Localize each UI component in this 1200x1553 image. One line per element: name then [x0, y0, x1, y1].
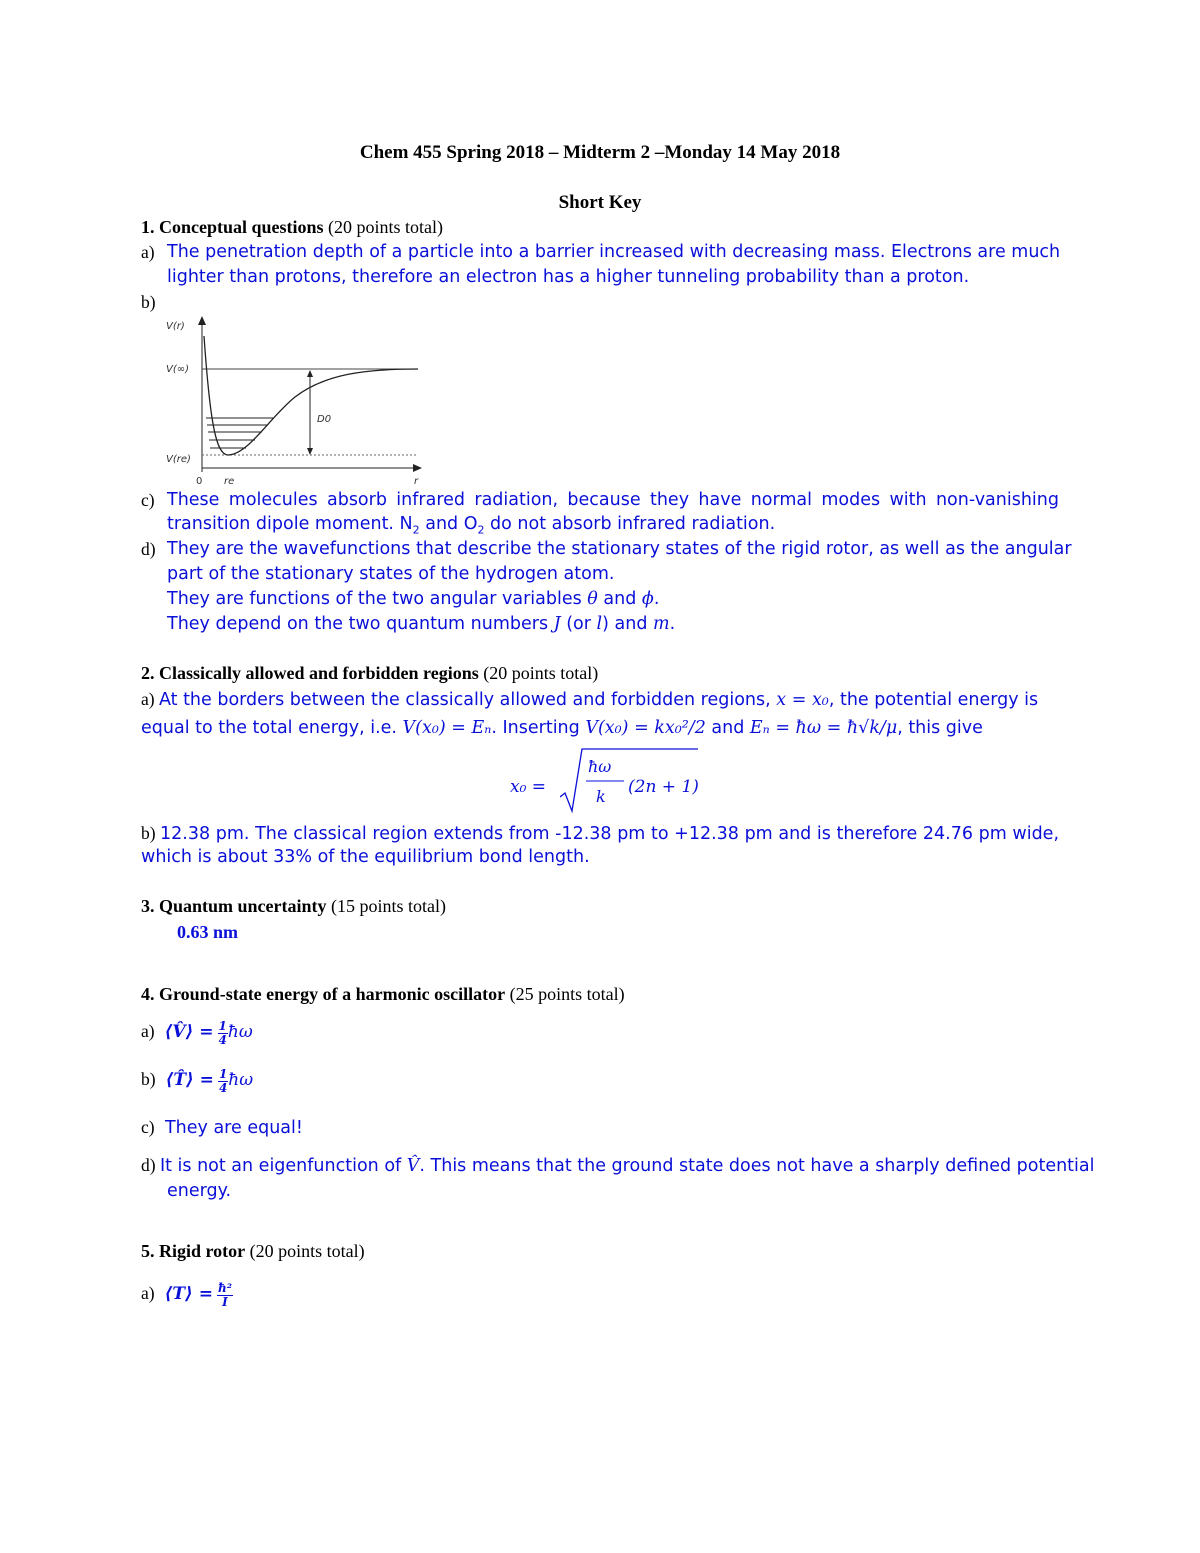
q3-answer: 0.63 nm	[177, 922, 239, 942]
q2a-line2	[141, 718, 983, 738]
q2a-math-energy: Eₙ = ħω = ħ√k/μ	[749, 718, 898, 738]
q4a-lhs: ⟨V̂⟩ =	[164, 1022, 214, 1043]
q1d-line4-and: ) and	[602, 614, 653, 634]
q4a-line	[141, 1020, 253, 1047]
m-symbol: m	[653, 614, 670, 634]
q2b-line1	[141, 823, 1059, 844]
q2a-line2-mid2: and	[705, 718, 750, 738]
q2a-line2-mid1: . Inserting	[491, 718, 586, 738]
q4a-fraction	[218, 1020, 228, 1047]
figure-origin-label: 0	[196, 476, 203, 487]
q1-number: 1.	[141, 217, 155, 237]
q2-number: 2.	[141, 663, 155, 683]
q1c-line2-pre: transition dipole moment. N	[167, 514, 413, 534]
q4-title: Ground-state energy of a harmonic oscillator	[159, 984, 506, 1004]
q4b-line	[141, 1068, 253, 1095]
figure-vre-label: V(re)	[166, 454, 191, 465]
q1-title: Conceptual questions	[159, 217, 324, 237]
page-subtitle: Short Key	[558, 192, 642, 213]
q4a-rhs: ħω	[227, 1022, 253, 1043]
v-hat-symbol: V̂	[406, 1156, 420, 1176]
q1d-line4-pre: They depend on the two quantum numbers	[167, 614, 554, 634]
q1a-line2: lighter than protons, therefore an electron has a higher tunneling probability than a proton.	[167, 267, 970, 287]
q2b-line1-text: 12.38 pm. The classical region extends from -12.38 pm to +12.38 pm and is therefore 24.76 pm wide,	[160, 824, 1060, 844]
q5-title: Rigid rotor	[159, 1241, 246, 1261]
figure-d0-label: D0	[317, 414, 332, 425]
q2b-label: b)	[141, 823, 156, 843]
q5a-denominator: I	[222, 1295, 228, 1309]
q2-title: Classically allowed and forbidden regions	[159, 663, 479, 683]
q1c-label: c)	[141, 490, 155, 510]
q5-heading	[141, 1241, 365, 1262]
q4b-numerator: 1	[218, 1067, 228, 1081]
q2-points: (20 points total)	[483, 663, 599, 683]
q2b-line2: which is about 33% of the equilibrium bond length.	[141, 847, 590, 867]
q1c-line2-post: do not absorb infrared radiation.	[484, 514, 776, 534]
l-symbol: l	[596, 614, 603, 634]
q4b-fraction	[218, 1068, 228, 1095]
q2a-line1	[141, 689, 1059, 710]
q2a-line2-pre: equal to the total energy, i.e.	[141, 718, 403, 738]
j-symbol: J	[553, 614, 561, 634]
x0-equation-lhs: x₀ =	[510, 777, 547, 797]
theta-symbol: θ	[587, 589, 598, 609]
q1d-line1: They are the wavefunctions that describe the stationary states of the rigid rotor, as well as the angular	[167, 539, 1072, 559]
q2a-math-potential: V(x₀) = kx₀²/2	[585, 718, 706, 738]
q5a-fraction	[217, 1282, 233, 1309]
q4-points: (25 points total)	[509, 984, 625, 1004]
page-title: Chem 455 Spring 2018 – Midterm 2 –Monday 14 May 2018	[359, 142, 841, 163]
q3-title: Quantum uncertainty	[159, 896, 327, 916]
figure-x-axis-arrow	[413, 464, 422, 472]
q4a-label: a)	[141, 1021, 155, 1042]
q4c-text: They are equal!	[164, 1118, 303, 1138]
q1c-line2-mid: and O	[419, 514, 478, 534]
q4c-label: c)	[141, 1117, 155, 1137]
q2a-line2-post: , this give	[897, 718, 983, 738]
x0-equation-denominator: k	[596, 787, 606, 806]
q4b-lhs: ⟨T̂⟩ =	[165, 1070, 214, 1091]
q3-points: (15 points total)	[331, 896, 447, 916]
x0-equation-numerator: ħω	[588, 757, 612, 776]
d0-arrow-head-top	[307, 370, 313, 377]
q1b-label: b)	[141, 292, 156, 312]
q4-heading	[141, 984, 625, 1005]
q1d-line4-post: .	[669, 614, 676, 634]
q4b-label: b)	[141, 1069, 156, 1090]
q3-heading	[141, 896, 446, 917]
q4d-line2: energy.	[167, 1181, 232, 1201]
q1d-line2: part of the stationary states of the hydrogen atom.	[167, 564, 615, 584]
q1-heading	[141, 217, 443, 238]
q2-heading	[141, 663, 598, 684]
q1d-line3-and: and	[597, 589, 642, 609]
morse-curve	[204, 336, 418, 455]
q2a-line1-pre: At the borders between the classically allowed and forbidden regions,	[158, 690, 777, 710]
q4d-label: d)	[141, 1155, 156, 1175]
q4a-numerator: 1	[218, 1019, 227, 1033]
q2a-line1-post: , the potential energy is	[828, 690, 1039, 710]
q1d-line3	[167, 589, 659, 609]
q1d-line3-post: .	[653, 589, 660, 609]
figure-ylabel: V(r)	[166, 321, 185, 332]
q2a-math-vx0: V(x₀) = Eₙ	[402, 718, 492, 738]
q5a-numerator: ħ²	[217, 1281, 232, 1295]
q1c-line1: These molecules absorb infrared radiation, because they have normal modes with non-vanishing	[167, 490, 1059, 510]
q1d-label: d)	[141, 539, 156, 559]
q1d-line4	[167, 614, 675, 634]
o2-subscript: 2	[477, 523, 485, 537]
q4b-denominator: 4	[218, 1081, 228, 1095]
figure-vinf-label: V(∞)	[166, 364, 189, 375]
figure-re-label: re	[224, 476, 235, 487]
q3-number: 3.	[141, 896, 155, 916]
q5a-line	[141, 1282, 233, 1309]
q4d-line1-pre: It is not an eigenfunction of	[159, 1156, 407, 1176]
q1d-line3-pre: They are functions of the two angular variables	[167, 589, 588, 609]
q2a-x-eq-x0: x = x₀	[776, 690, 829, 710]
q1d-line4-or: (or	[560, 614, 597, 634]
q1a-line1: The penetration depth of a particle into a barrier increased with decreasing mass. Electrons are much	[167, 242, 1061, 262]
x0-equation-factor: (2n + 1)	[628, 777, 699, 797]
q4-number: 4.	[141, 984, 155, 1004]
q4a-denominator: 4	[218, 1033, 227, 1047]
q1c-line2	[167, 514, 775, 537]
d0-arrow-head-bottom	[307, 448, 313, 455]
potential-energy-curve-figure	[160, 312, 430, 490]
q5-points: (20 points total)	[249, 1241, 365, 1261]
q4b-rhs: ħω	[228, 1070, 254, 1091]
q1a-label: a)	[141, 242, 155, 262]
phi-symbol: ϕ	[641, 589, 654, 609]
q2a-label: a)	[141, 689, 155, 709]
q5-number: 5.	[141, 1241, 155, 1261]
figure-y-axis-arrow	[198, 316, 206, 325]
q4c-line	[141, 1117, 303, 1138]
q5a-lhs: ⟨T⟩ =	[164, 1284, 213, 1305]
q1-points: (20 points total)	[328, 217, 444, 237]
figure-xlabel: r	[414, 476, 419, 487]
x0-equation	[508, 745, 698, 815]
q5a-label: a)	[141, 1283, 155, 1304]
n2-subscript: 2	[412, 523, 420, 537]
q4d-line1	[141, 1155, 1095, 1176]
q4d-line1-post: . This means that the ground state does not have a sharply defined potential	[419, 1156, 1095, 1176]
